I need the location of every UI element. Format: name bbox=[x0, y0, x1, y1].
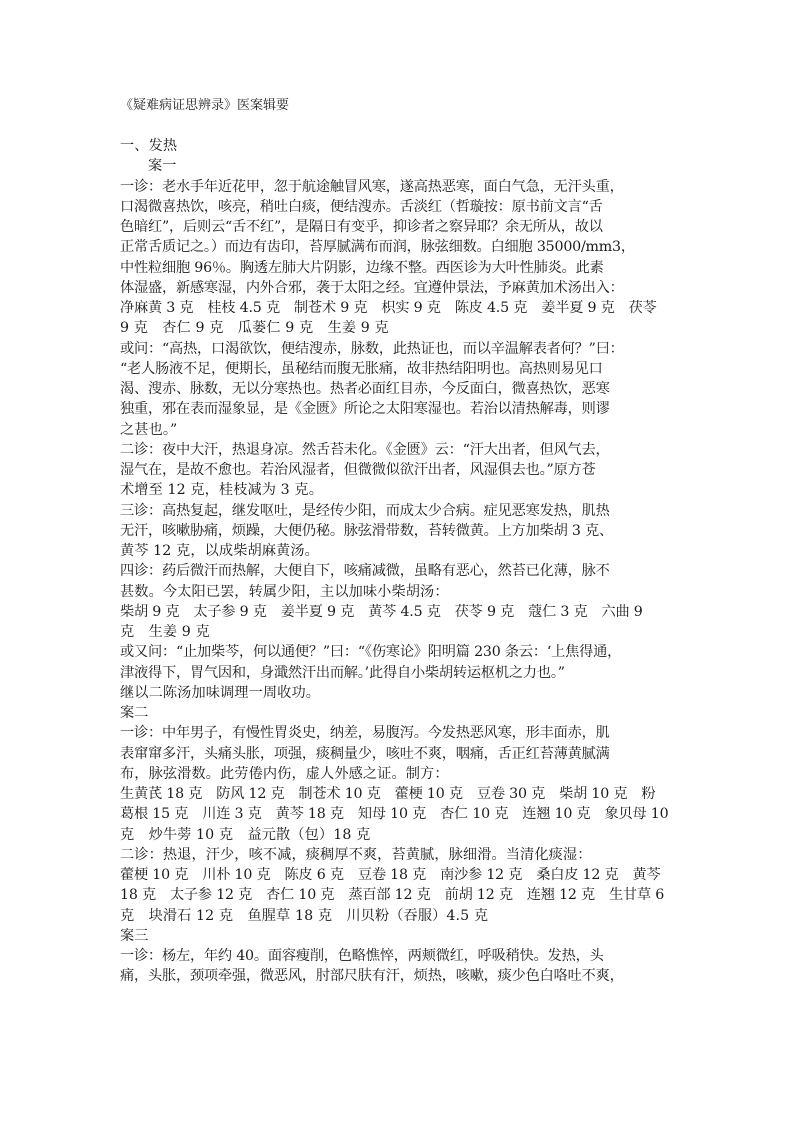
text-line: 术增至 12 克，桂枝减为 3 克。 bbox=[120, 482, 323, 499]
section-heading: 一、发热 bbox=[120, 138, 178, 154]
text-line: 黄芩 12 克，以成柴胡麻黄汤。 bbox=[120, 543, 319, 559]
text-line: 无汗，咳嗽胁痛，烦躁，大便仍秘。脉弦滑带数，苔转微黄。上方加柴胡 3 克、 bbox=[120, 522, 614, 539]
text-line: 中性粒细胞 96％。胸透左肺大片阴影，边缘不整。西医诊为大叶性肺炎。此素 bbox=[120, 259, 604, 276]
prescription-line: 藿梗 10 克 川朴 10 克 陈皮 6 克 豆卷 18 克 南沙参 12 克 桑白皮 12 克 黄芩 bbox=[120, 867, 661, 883]
text-line: 布，脉弦滑数。此劳倦内伤，虚人外感之证。制方： bbox=[120, 765, 449, 782]
text-line: 表窜窜多汗，头痛头胀，项强，痰稠量少，咳吐不爽，咽痛，舌正红苔薄黄腻满 bbox=[120, 745, 610, 762]
text-line: 三诊：高热复起，继发呕吐，是经传少阳，而成太少合病。症见恶寒发热，肌热 bbox=[120, 502, 610, 519]
text-line: 或问：“高热，口渴欲饮，便结溲赤，脉数，此热证也，而以辛温解表者何？”曰： bbox=[120, 340, 624, 357]
text-line: 口渴微喜热饮，咳亮，稍吐白痰，便结溲赤。舌淡红（哲璇按：原书前文言“舌 bbox=[120, 198, 603, 215]
case-heading: 案一 bbox=[148, 158, 177, 175]
text-line: 继以二陈汤加味调理一周收功。 bbox=[120, 684, 321, 701]
text-line: 一诊：中年男子，有慢性胃炎史，纳差，易腹泻。今发热恶风寒，形丰面赤，肌 bbox=[120, 725, 610, 742]
case-heading: 案三 bbox=[120, 927, 149, 944]
text-line: 四诊：药后微汗而热解，大便自下，咳痛减微，虽略有恶心，然苔已化薄，脉不 bbox=[120, 563, 610, 580]
text-line: 或又问：“止加柴芩，何以通便？”曰：“《伤寒论》阳明篇 230 条云：‘上焦得通， bbox=[120, 644, 622, 661]
prescription-line: 柴胡 9 克 太子参 9 克 姜半夏 9 克 黄芩 4.5 克 茯苓 9 克 蔻仁 3 克 六曲 9 bbox=[120, 603, 643, 620]
document-title: 《疑难病证思辨录》医案辑要 bbox=[120, 98, 290, 113]
text-line: 体湿盛，新感寒湿，内外合邪，袭于太阳之经。宜遵仲景法，予麻黄加术汤出入： bbox=[120, 279, 624, 296]
text-line: 渴、溲赤、脉数，无以分寒热也。热者必面红目赤，今反面白，微喜热饮，恶寒 bbox=[120, 381, 610, 397]
prescription-line: 18 克 太子参 12 克 杏仁 10 克 蒸百部 12 克 前胡 12 克 连翘 12 克 生甘草 6 bbox=[120, 887, 665, 904]
prescription-line: 9 克 杏仁 9 克 瓜蒌仁 9 克 生姜 9 克 bbox=[120, 320, 389, 337]
text-line: 湿气在，是故不愈也。若治风湿者，但微微似欲汗出者，风湿俱去也。”原方苍 bbox=[120, 462, 596, 478]
text-line: 津液得下，胃气因和，身濈然汗出而解。’此得自小柴胡转运枢机之力也。” bbox=[120, 664, 565, 681]
prescription-line: 净麻黄 3 克 桂枝 4.5 克 制苍术 9 克 枳实 9 克 陈皮 4.5 克 姜半夏 9 克 茯苓 bbox=[120, 300, 657, 316]
text-line: 一诊：杨左，年约 40。面容瘦削，色略憔悴，两颊微红，呼吸稍快。发热，头 bbox=[120, 948, 604, 964]
title-spacer bbox=[120, 116, 672, 136]
prescription-line: 克 炒牛蒡 10 克 益元散（包）18 克 bbox=[120, 826, 371, 843]
prescription-line: 生黄芪 18 克 防风 12 克 制苍术 10 克 藿梗 10 克 豆卷 30 克 柴胡 10 克 粉 bbox=[120, 786, 656, 802]
text-line: 色暗红”，后则云“舌不红”，是隔日有变乎，抑诊者之察异耶？余无所从，故以 bbox=[120, 219, 603, 235]
text-line: 二诊：夜中大汗，热退身凉。然舌苔未化。《金匮》云：“汗大出者，但风气去， bbox=[120, 441, 610, 458]
text-line: 痛，头胀，颈项牵强，微恶风，肘部尺肤有汗，烦热，咳嗽，痰少色白咯吐不爽， bbox=[120, 968, 624, 985]
text-line: 一诊：老水手年近花甲，忽于航途触冒风寒，遂高热恶寒，面白气急，无汗头重， bbox=[120, 178, 624, 195]
text-line: “老人肠液不足，便期长，虽秘结而腹无胀痛，故非热结阳明也。高热则易见口 bbox=[120, 360, 603, 377]
text-line: 独重，邪在表而湿象显，是《金匮》所论之太阳寒湿也。若治以清热解毒，则谬 bbox=[120, 401, 610, 418]
document-page bbox=[120, 96, 672, 987]
text-line: 正常舌质记之。）而边有齿印，苔厚腻满布而润，脉弦细数。白细胞 35000/mm3， bbox=[120, 239, 635, 256]
text-line: 甚数。今太阳已罢，转属少阳，主以加味小柴胡汤： bbox=[120, 583, 449, 600]
text-line: 之甚也。” bbox=[120, 421, 178, 438]
prescription-line: 克 块滑石 12 克 鱼腥草 18 克 川贝粉（吞服）4.5 克 bbox=[120, 907, 489, 924]
prescription-line: 葛根 15 克 川连 3 克 黄芩 18 克 知母 10 克 杏仁 10 克 连翘 10 克 象贝母 10 bbox=[120, 806, 669, 823]
prescription-line: 克 生姜 9 克 bbox=[120, 624, 210, 640]
case-heading: 案二 bbox=[120, 705, 149, 721]
text-line: 二诊：热退，汗少，咳不减，痰稠厚不爽，苔黄腻，脉细滑。当清化痰湿： bbox=[120, 846, 592, 863]
